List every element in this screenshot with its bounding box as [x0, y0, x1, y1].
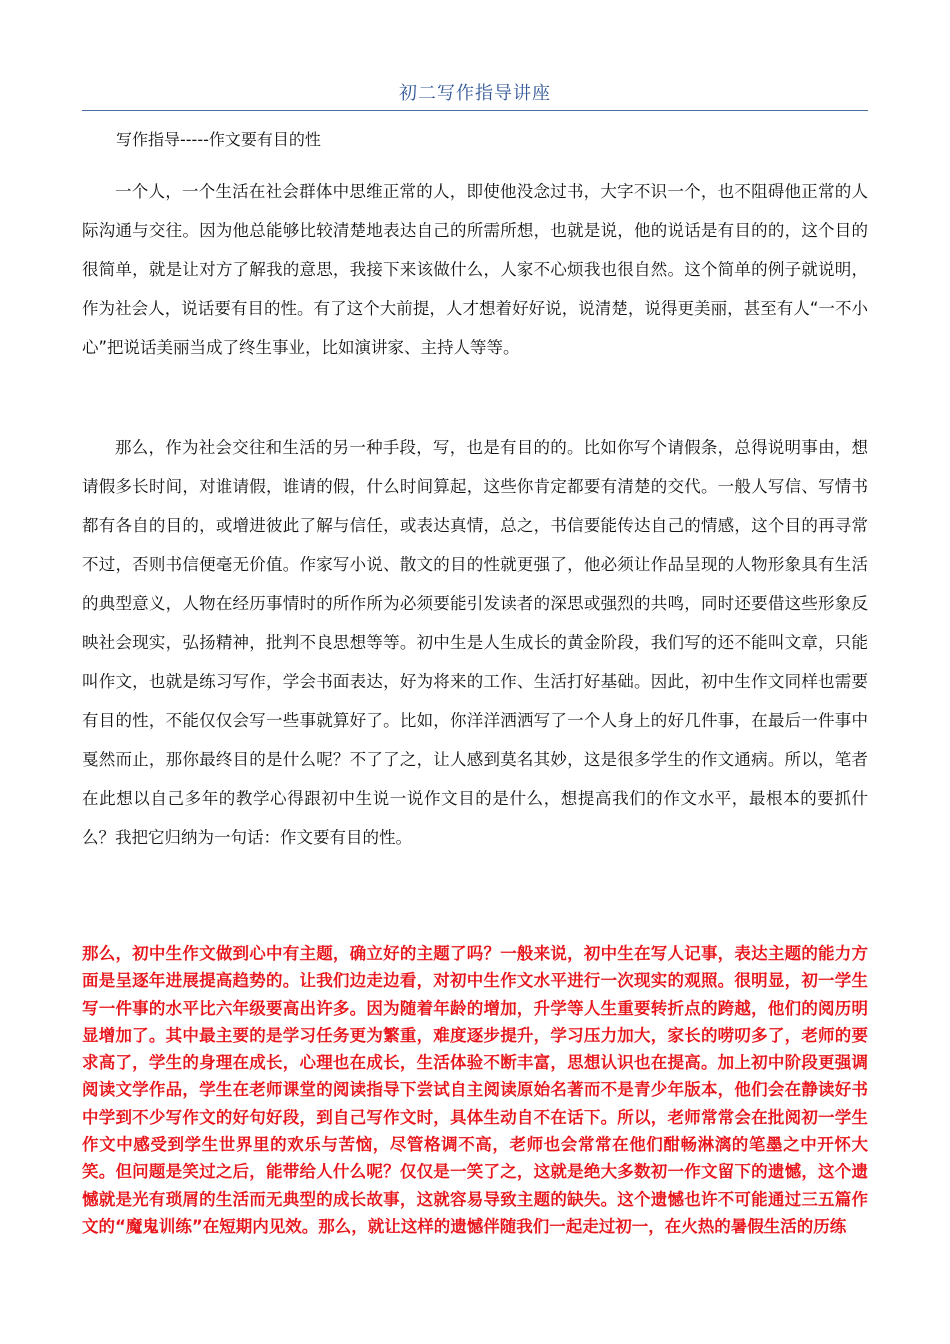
section-subtitle: 写作指导-----作文要有目的性: [116, 130, 321, 149]
highlighted-paragraph: 那么，初中生作文做到心中有主题，确立好的主题了吗？一般来说，初中生在写人记事，表达主题的能力方面是呈逐年进展提高趋势的。让我们边走边看，对初中生作文水平进行一次现实的观照。很明显，初一学生写一件事的水平比六年级要高出许多。因为随着年龄的增加，升学等人生重要转折点的跨越，他们的阅历明显增加了。其中最主要的是学习任务更为繁重，难度逐步提升，学习压力加大，家长的唠叨多了，老师的要求高了，学生的身理在成长，心理也在成长，生活体验不断丰富，思想认识也在提高。加上初中阶段更强调阅读文学作品，学生在老师课堂的阅读指导下尝试自主阅读原始名著而不是青少年版本，他们会在静读好书中学到不少写作文的好句好段，到自己写作文时，具体生动自不在话下。所以，老师常常会在批阅初一学生作文中感受到学生世界里的欢乐与苦恼，尽管格调不高，老师也会常常在他们酣畅淋漓的笔墨之中开怀大笑。但问题是笑过之后，能带给人什么呢？仅仅是一笑了之，这就是绝大多数初一作文留下的遗憾，这个遗憾就是光有琐屑的生活而无典型的成长故事，这就容易导致主题的缺失。这个遗憾也许不可能通过三五篇作文的“魔鬼训练”在短期内见效。那么，就让这样的遗憾伴随我们一起走过初一，在火热的暑假生活的历练: [82, 944, 868, 1236]
body-paragraph-2: 那么，作为社会交往和生活的另一种手段，写，也是有目的的。比如你写个请假条，总得说明事由，想请假多长时间，对谁请假，谁请的假，什么时间算起，这些你肯定都要有清楚的交代。一般人写信、写情书都有各自的目的，或增进彼此了解与信任，或表达真情，总之，书信要能传达自己的情感，这个目的再寻常不过，否则书信便毫无价值。作家写小说、散文的目的性就更强了，他必须让作品呈现的人物形象具有生活的典型意义，人物在经历事情时的所作所为必须要能引发读者的深思或强烈的共鸣，同时还要借这些形象反映社会现实，弘扬精神，批判不良思想等等。初中生是人生成长的黄金阶段，我们写的还不能叫文章，只能叫作文，也就是练习写作，学会书面表达，好为将来的工作、生活打好基础。因此，初中生作文同样也需要有目的性，不能仅仅会写一些事就算好了。比如，你洋洋洒洒写了一个人身上的好几件事，在最后一件事中戛然而止，那你最终目的是什么呢？不了了之，让人感到莫名其妙，这是很多学生的作文通病。所以，笔者在此想以自己多年的教学心得跟初中生说一说作文目的是什么，想提高我们的作文水平，最根本的要抓什么？我把它归纳为一句话：作文要有目的性。: [82, 438, 868, 847]
page-title: 初二写作指导讲座: [399, 83, 551, 104]
page-header: [82, 82, 868, 111]
body-paragraph-1: 一个人，一个生活在社会群体中思维正常的人，即使他没念过书，大字不识一个，也不阻碍他正常的人际沟通与交往。因为他总能够比较清楚地表达自己的所需所想，也就是说，他的说话是有目的的，这个目的很简单，就是让对方了解我的意思，我接下来该做什么，人家不心烦我也很自然。这个简单的例子就说明，作为社会人，说话要有目的性。有了这个大前提，人才想着好好说，说清楚，说得更美丽，甚至有人“一不小心”把说话美丽当成了终生事业，比如演讲家、主持人等等。: [82, 182, 868, 357]
